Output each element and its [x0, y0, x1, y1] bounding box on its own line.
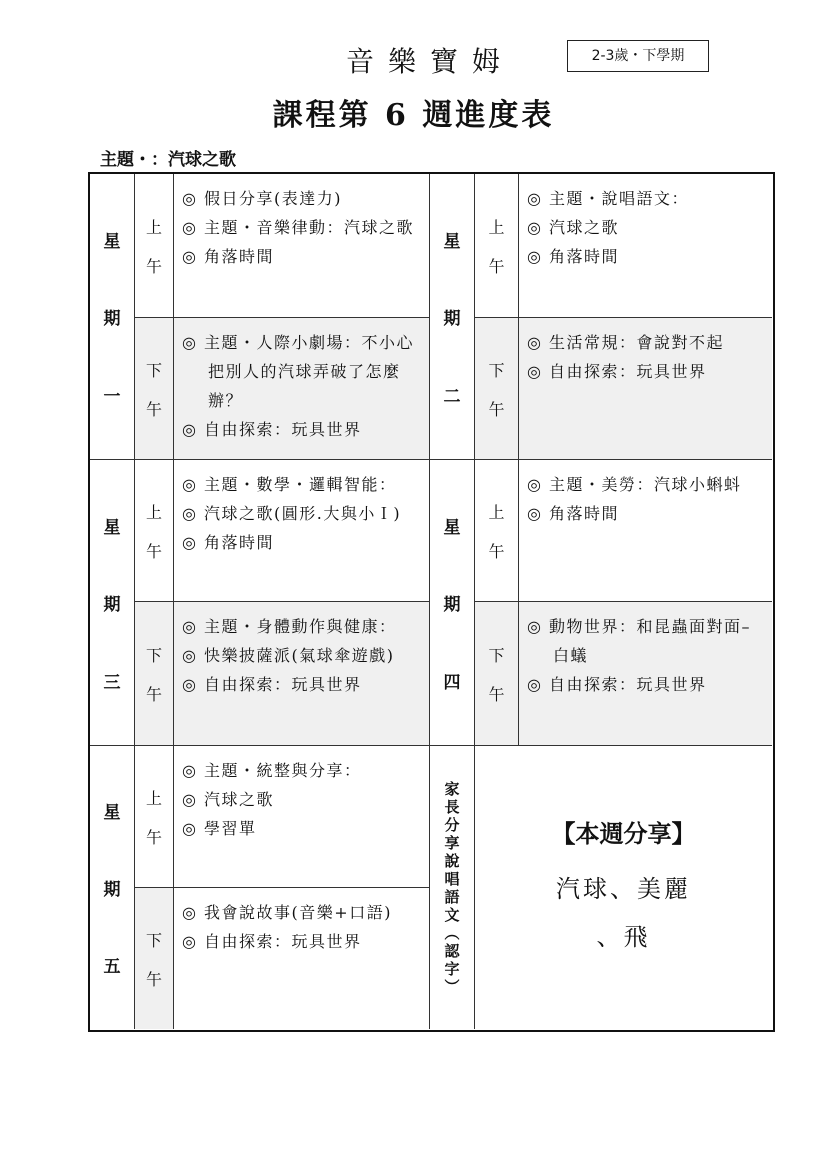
period-afternoon-label: 下 午 — [475, 318, 519, 460]
period-afternoon-label: 下 午 — [135, 318, 174, 460]
activity-item: ◎ 角落時間 — [182, 533, 275, 552]
schedule-cell-monday-afternoon — [174, 318, 430, 460]
day-label-monday: 星 期 一 — [90, 174, 135, 460]
period-morning-label: 上 午 — [135, 174, 174, 318]
activity-item: ◎ 自由探索：玩具世界 — [182, 675, 362, 694]
period-afternoon-label: 下 午 — [475, 602, 519, 746]
weekly-share-words: 、飛 — [596, 923, 651, 951]
activity-item: ◎ 汽球之歌(圓形.大與小Ｉ) — [182, 504, 402, 523]
schedule-cell-thursday-afternoon — [519, 602, 772, 746]
schedule-cell-thursday-morning — [519, 460, 772, 602]
theme-line: 主題・：汽球之歌 — [100, 150, 236, 170]
activity-item: ◎ 自由探索：玩具世界 — [527, 362, 707, 381]
age-term-badge: 2-3歲・下學期 — [567, 40, 709, 72]
activity-item: ◎ 角落時間 — [527, 504, 620, 523]
activity-item: ◎ 主題・說唱語文： — [527, 189, 690, 208]
weekly-share-words: 汽球、美麗 — [556, 875, 691, 903]
activity-item: ◎ 汽球之歌 — [182, 790, 275, 809]
weekly-share-title: 【本週分享】 — [551, 819, 696, 848]
activity-item: ◎ 自由探索：玩具世界 — [182, 932, 362, 951]
activity-item: ◎ 自由探索：玩具世界 — [527, 675, 707, 694]
activity-item: ◎ 汽球之歌 — [527, 218, 620, 237]
activity-item: ◎ 主題・美勞：汽球小蝌蚪 — [527, 475, 742, 494]
activity-item: ◎ 我會說故事(音樂+口語) — [182, 903, 392, 922]
day-label-friday: 星 期 五 — [90, 746, 135, 1029]
schedule-cell-monday-morning — [174, 174, 430, 318]
schedule-cell-tuesday-afternoon — [519, 318, 772, 460]
activity-item: ◎ 角落時間 — [527, 247, 620, 266]
period-afternoon-label: 下 午 — [135, 602, 174, 746]
day-label-wednesday: 星 期 三 — [90, 460, 135, 746]
day-label-tuesday: 星 期 二 — [430, 174, 475, 460]
activity-item: ◎ 主題・數學・邏輯智能： — [182, 475, 397, 494]
day-label-thursday: 星 期 四 — [430, 460, 475, 746]
parent-share-label: 家 長 分 享 說 唱 語 文 ︵ 認 字 ︶ — [430, 746, 475, 1029]
schedule-cell-friday-morning — [174, 746, 430, 888]
activity-item: ◎ 主題・身體動作與健康： — [182, 617, 397, 636]
schedule-cell-friday-afternoon — [174, 888, 430, 1029]
activity-item: ◎ 主題・音樂律動：汽球之歌 — [182, 218, 415, 237]
activity-item: ◎ 主題・人際小劇場：不小心把別人的汽球弄破了怎麼辦？ — [182, 333, 415, 410]
period-morning-label: 上 午 — [475, 174, 519, 318]
activity-item: ◎ 快樂披薩派(氣球傘遊戲) — [182, 646, 395, 665]
schedule-cell-wednesday-morning — [174, 460, 430, 602]
activity-item: ◎ 假日分享(表達力) — [182, 189, 343, 208]
activity-item: ◎ 動物世界：和昆蟲面對面–白蟻 — [527, 617, 752, 665]
schedule-cell-wednesday-afternoon — [174, 602, 430, 746]
period-morning-label: 上 午 — [135, 460, 174, 602]
period-afternoon-label: 下 午 — [135, 888, 174, 1029]
period-morning-label: 上 午 — [135, 746, 174, 888]
school-name: 音樂寶姆 — [345, 45, 514, 78]
period-morning-label: 上 午 — [475, 460, 519, 602]
activity-item: ◎ 生活常規：會說對不起 — [527, 333, 725, 352]
weekly-share-panel — [475, 746, 772, 1029]
page-title: 課程第 6 週進度表 — [272, 98, 555, 133]
activity-item: ◎ 學習單 — [182, 819, 257, 838]
weekly-schedule-table — [88, 172, 775, 1032]
activity-item: ◎ 自由探索：玩具世界 — [182, 420, 362, 439]
schedule-cell-tuesday-morning — [519, 174, 772, 318]
activity-item: ◎ 角落時間 — [182, 247, 275, 266]
activity-item: ◎ 主題・統整與分享： — [182, 761, 362, 780]
